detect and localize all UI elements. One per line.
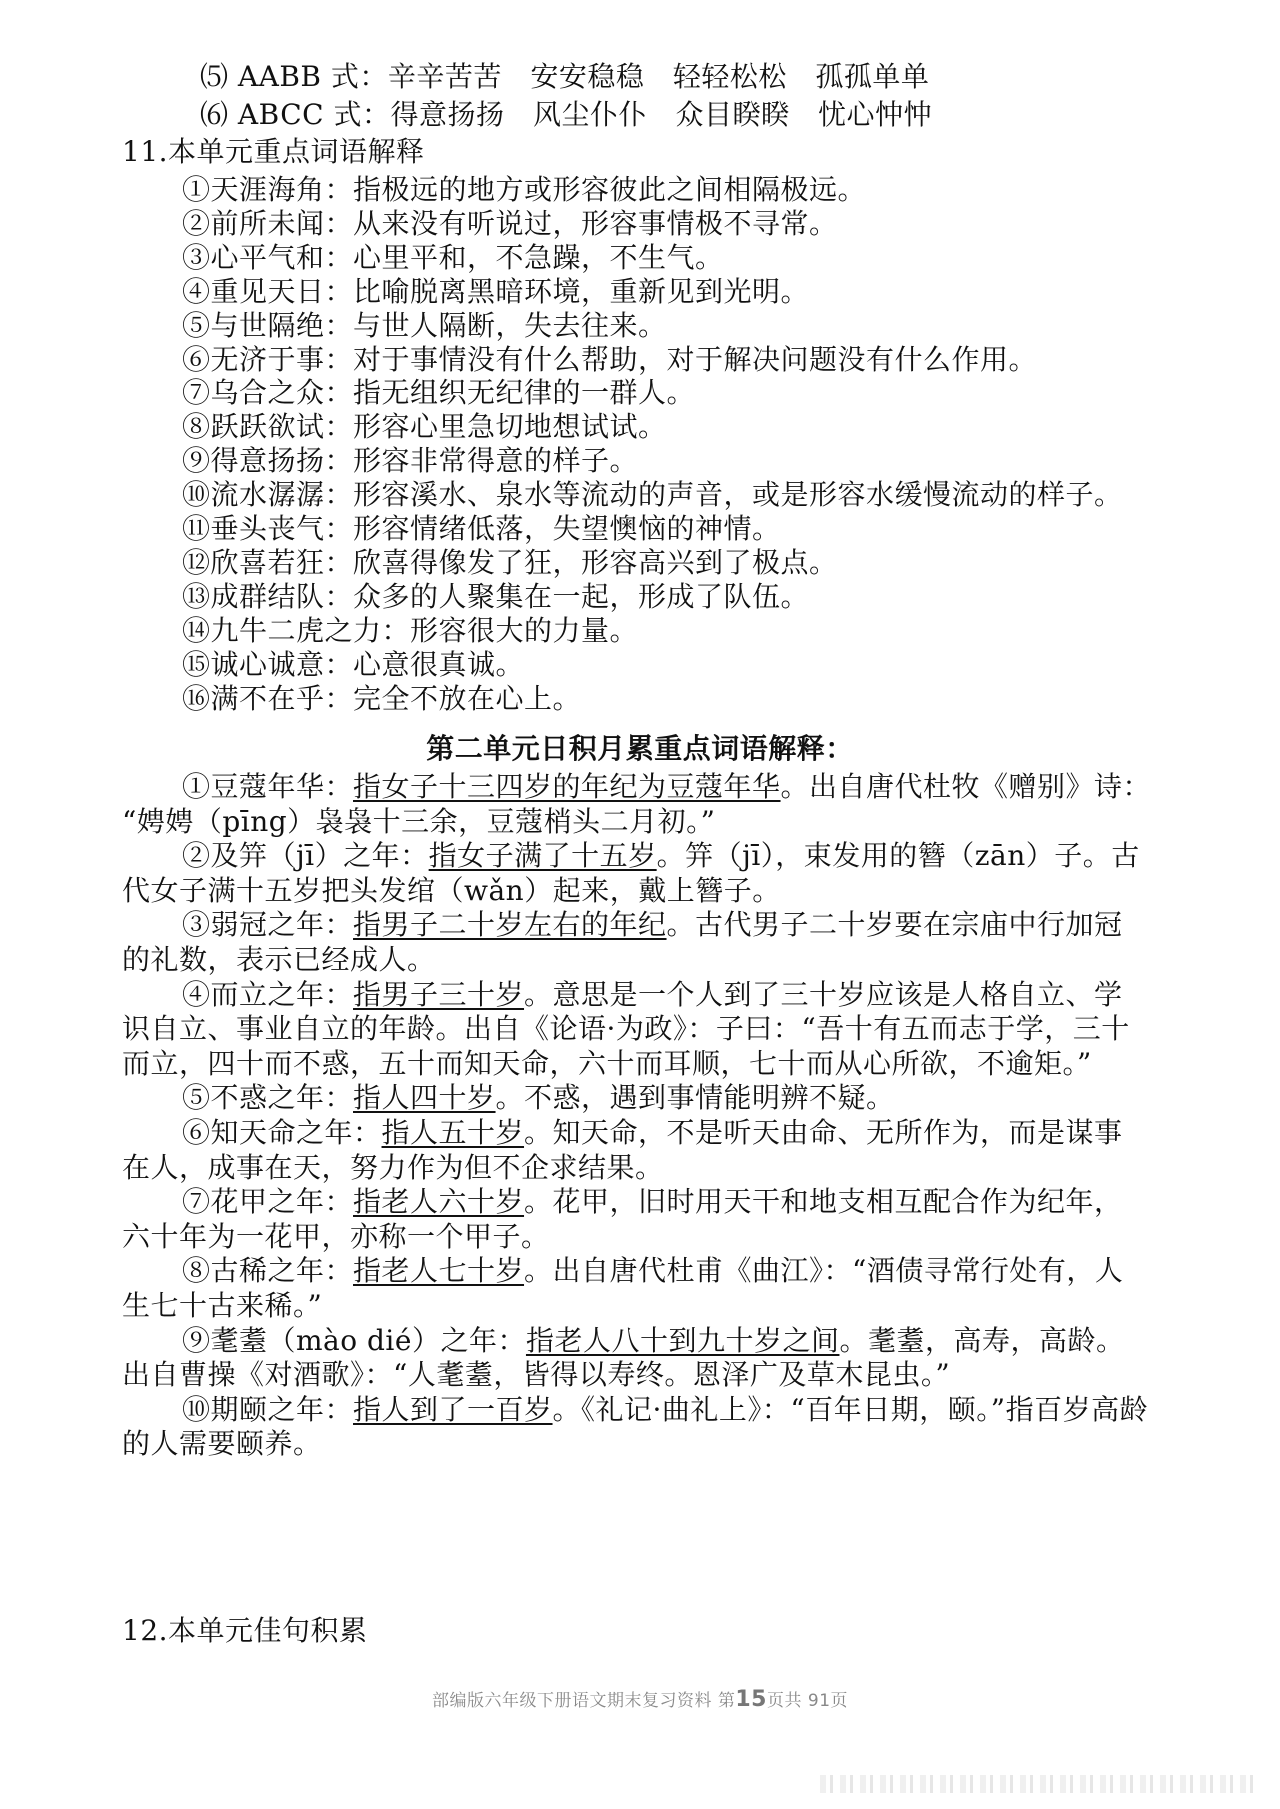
vocab-definition: 与世人隔断，失去往来。: [353, 309, 667, 342]
age-term-meaning: 指老人七十岁: [353, 1254, 525, 1287]
age-term-name: ⑩期颐之年：: [182, 1393, 354, 1426]
age-term-meaning: 指人到了一百岁: [353, 1393, 553, 1426]
vocab-definition: 指极远的地方或形容彼此之间相隔极远。: [353, 173, 867, 206]
section-heading: 12.本单元佳句积累: [122, 1614, 368, 1647]
vocab-definition: 形容非常得意的样子。: [353, 444, 639, 477]
age-term-meaning: 指男子二十岁左右的年纪: [353, 908, 667, 941]
age-term-name: ③弱冠之年：: [182, 908, 354, 941]
vocab-term: ⑮诚心诚意：: [182, 648, 354, 681]
pattern-words: 辛辛苦苦 安安稳稳 轻轻松松 孤孤单单: [387, 60, 930, 93]
vocab-term: ⑪垂头丧气：: [182, 512, 354, 545]
vocab-definition: 完全不放在心上。: [353, 682, 582, 715]
vocab-item: [0, 205, 1280, 243]
age-term-continuation: 六十年为一花甲，亦称一个甲子。: [122, 1220, 550, 1253]
pattern-label: ⑹ ABCC 式：: [200, 98, 391, 131]
age-term-note: 。笄（jī），束发用的簪（zān）子。古: [656, 839, 1140, 872]
section-heading: 11.本单元重点词语解释: [122, 135, 425, 168]
vocab-definition: 比喻脱离黑暗环境，重新见到光明。: [353, 275, 810, 308]
vocab-term: ⑥无济于事：: [182, 343, 354, 376]
age-term-note: 。知天命，不是听天由命、无所作为，而是谋事: [524, 1116, 1123, 1149]
vocab-item: [0, 510, 1280, 548]
vocab-item: [0, 646, 1280, 684]
age-term-note: 。意思是一个人到了三十岁应该是人格自立、学: [524, 978, 1123, 1011]
vocab-item: [0, 239, 1280, 277]
vocab-definition: 心里平和，不急躁，不生气。: [353, 241, 724, 274]
age-term-name: ⑤不惑之年：: [182, 1081, 354, 1114]
age-term-entry: [0, 1183, 1280, 1221]
pattern-words: 得意扬扬 风尘仆仆 众目睽睽 忧心忡忡: [390, 98, 932, 131]
age-term-continuation: 的人需要颐养。: [122, 1427, 322, 1460]
vocab-definition: 形容溪水、泉水等流动的声音，或是形容水缓慢流动的样子。: [353, 478, 1123, 511]
scan-artifact: [820, 1775, 1260, 1793]
age-term-name: ①豆蔻年华：: [182, 770, 354, 803]
age-term-name: ⑥知天命之年：: [182, 1116, 382, 1149]
vocab-item: [0, 476, 1280, 514]
vocab-item: [0, 544, 1280, 582]
vocab-term: ⑦乌合之众：: [182, 376, 354, 409]
pattern-label: ⑸ AABB 式：: [200, 60, 388, 93]
pattern-line: [0, 96, 1280, 134]
vocab-term: ⑬成群结队：: [182, 580, 354, 613]
age-term-meaning: 指人五十岁: [381, 1116, 525, 1149]
age-term-meaning: 指男子三十岁: [353, 978, 525, 1011]
age-term-continuation: 的礼数，表示已经成人。: [122, 943, 436, 976]
age-term-continuation: 出自曹操《对酒歌》：“人耄耋，皆得以寿终。恩泽广及草木昆虫。”: [122, 1358, 951, 1391]
age-term-continuation: 在人，成事在天，努力作为但不企求结果。: [122, 1151, 664, 1184]
age-term-continuation: 代女子满十五岁把头发绾（wǎn）起来，戴上簪子。: [122, 874, 781, 907]
age-term-meaning: 指老人八十到九十岁之间: [525, 1324, 840, 1357]
footer-prefix: 部编版六年级下册语文期末复习资料 第: [431, 1691, 736, 1711]
vocab-term: ⑧跃跃欲试：: [182, 410, 354, 443]
age-term-entry: [0, 906, 1280, 944]
vocab-term: ⑩流水潺潺：: [182, 478, 354, 511]
age-term-note: 。花甲，旧时用天干和地支相互配合作为纪年，: [524, 1185, 1123, 1218]
vocab-term: ①天涯海角：: [182, 173, 354, 206]
age-term-name: ⑧古稀之年：: [182, 1254, 354, 1287]
vocab-definition: 对于事情没有什么帮助，对于解决问题没有什么作用。: [353, 343, 1038, 376]
page-footer: [0, 1686, 1280, 1712]
vocab-item: [0, 442, 1280, 480]
vocab-term: ⑤与世隔绝：: [182, 309, 354, 342]
vocab-item: [0, 171, 1280, 209]
age-term-name: ⑦花甲之年：: [182, 1185, 354, 1218]
footer-suffix: 页共 91页: [766, 1691, 849, 1711]
vocab-definition: 指无组织无纪律的一群人。: [353, 376, 696, 409]
age-term-note: 。出自唐代杜甫《曲江》：“酒债寻常行处有，人: [524, 1254, 1124, 1287]
age-term-note: 。古代男子二十岁要在宗庙中行加冠: [666, 908, 1123, 941]
age-term-entry: [0, 1391, 1280, 1429]
age-term-continuation: “娉娉（pīng）袅袅十三余，豆蔻梢头二月初。”: [122, 805, 716, 838]
age-term-note: 。不惑，遇到事情能明辨不疑。: [495, 1081, 895, 1114]
age-term-continuation: 识自立、事业自立的年龄。出自《论语·为政》：子曰：“吾十有五而志于学，三十: [122, 1012, 1130, 1045]
vocab-definition: 众多的人聚集在一起，形成了队伍。: [353, 580, 810, 613]
age-term-note: 。耄耋，高寿，高龄。: [839, 1324, 1125, 1357]
vocab-item: [0, 612, 1280, 650]
vocab-item: [0, 408, 1280, 446]
vocab-item: [0, 578, 1280, 616]
age-term-name: ⑨耄耋（mào dié）之年：: [182, 1324, 526, 1357]
vocab-term: ⑫欣喜若狂：: [182, 546, 354, 579]
vocab-definition: 形容很大的力量。: [410, 614, 639, 647]
vocab-definition: 心意很真诚。: [353, 648, 525, 681]
age-term-continuation: 而立，四十而不惑，五十而知天命，六十而耳顺，七十而从心所欲，不逾矩。”: [122, 1047, 1092, 1080]
vocab-definition: 形容心里急切地想试试。: [353, 410, 667, 443]
age-term-meaning: 指女子十三四岁的年纪为豆蔻年华: [353, 770, 781, 803]
age-term-entry: [0, 768, 1280, 806]
age-term-name: ④而立之年：: [182, 978, 354, 1011]
age-term-note: 。出自唐代杜牧《赠别》诗：: [780, 770, 1152, 803]
age-term-entry: [0, 1079, 1280, 1117]
age-term-entry: [0, 1114, 1280, 1152]
footer-page-number: 15: [735, 1687, 767, 1712]
vocab-definition: 从来没有听说过，形容事情极不寻常。: [353, 207, 838, 240]
vocab-definition: 欣喜得像发了狂，形容高兴到了极点。: [353, 546, 838, 579]
vocab-item: [0, 374, 1280, 412]
vocab-definition: 形容情绪低落，失望懊恼的神情。: [353, 512, 781, 545]
age-term-entry: [0, 1322, 1280, 1360]
pattern-line: [0, 58, 1280, 96]
vocab-item: [0, 307, 1280, 345]
age-term-entry: [0, 1252, 1280, 1290]
vocab-item: [0, 273, 1280, 311]
age-term-name: ②及笄（jī）之年：: [182, 839, 429, 872]
vocab-term: ④重见天日：: [182, 275, 354, 308]
vocab-term: ⑯满不在乎：: [182, 682, 354, 715]
age-term-meaning: 指老人六十岁: [353, 1185, 525, 1218]
age-term-continuation: 生七十古来稀。”: [122, 1289, 323, 1322]
vocab-term: ③心平气和：: [182, 241, 354, 274]
vocab-item: [0, 680, 1280, 718]
unit-title: 第二单元日积月累重点词语解释：: [426, 732, 854, 765]
age-term-meaning: 指人四十岁: [353, 1081, 496, 1114]
age-term-meaning: 指女子满了十五岁: [428, 839, 657, 872]
vocab-term: ②前所未闻：: [182, 207, 354, 240]
age-term-entry: [0, 976, 1280, 1014]
age-term-note: 。《礼记·曲礼上》：“百年日期，颐。”指百岁高龄: [552, 1393, 1149, 1426]
vocab-term: ⑭九牛二虎之力：: [182, 614, 411, 647]
age-term-entry: [0, 837, 1280, 875]
vocab-term: ⑨得意扬扬：: [182, 444, 354, 477]
